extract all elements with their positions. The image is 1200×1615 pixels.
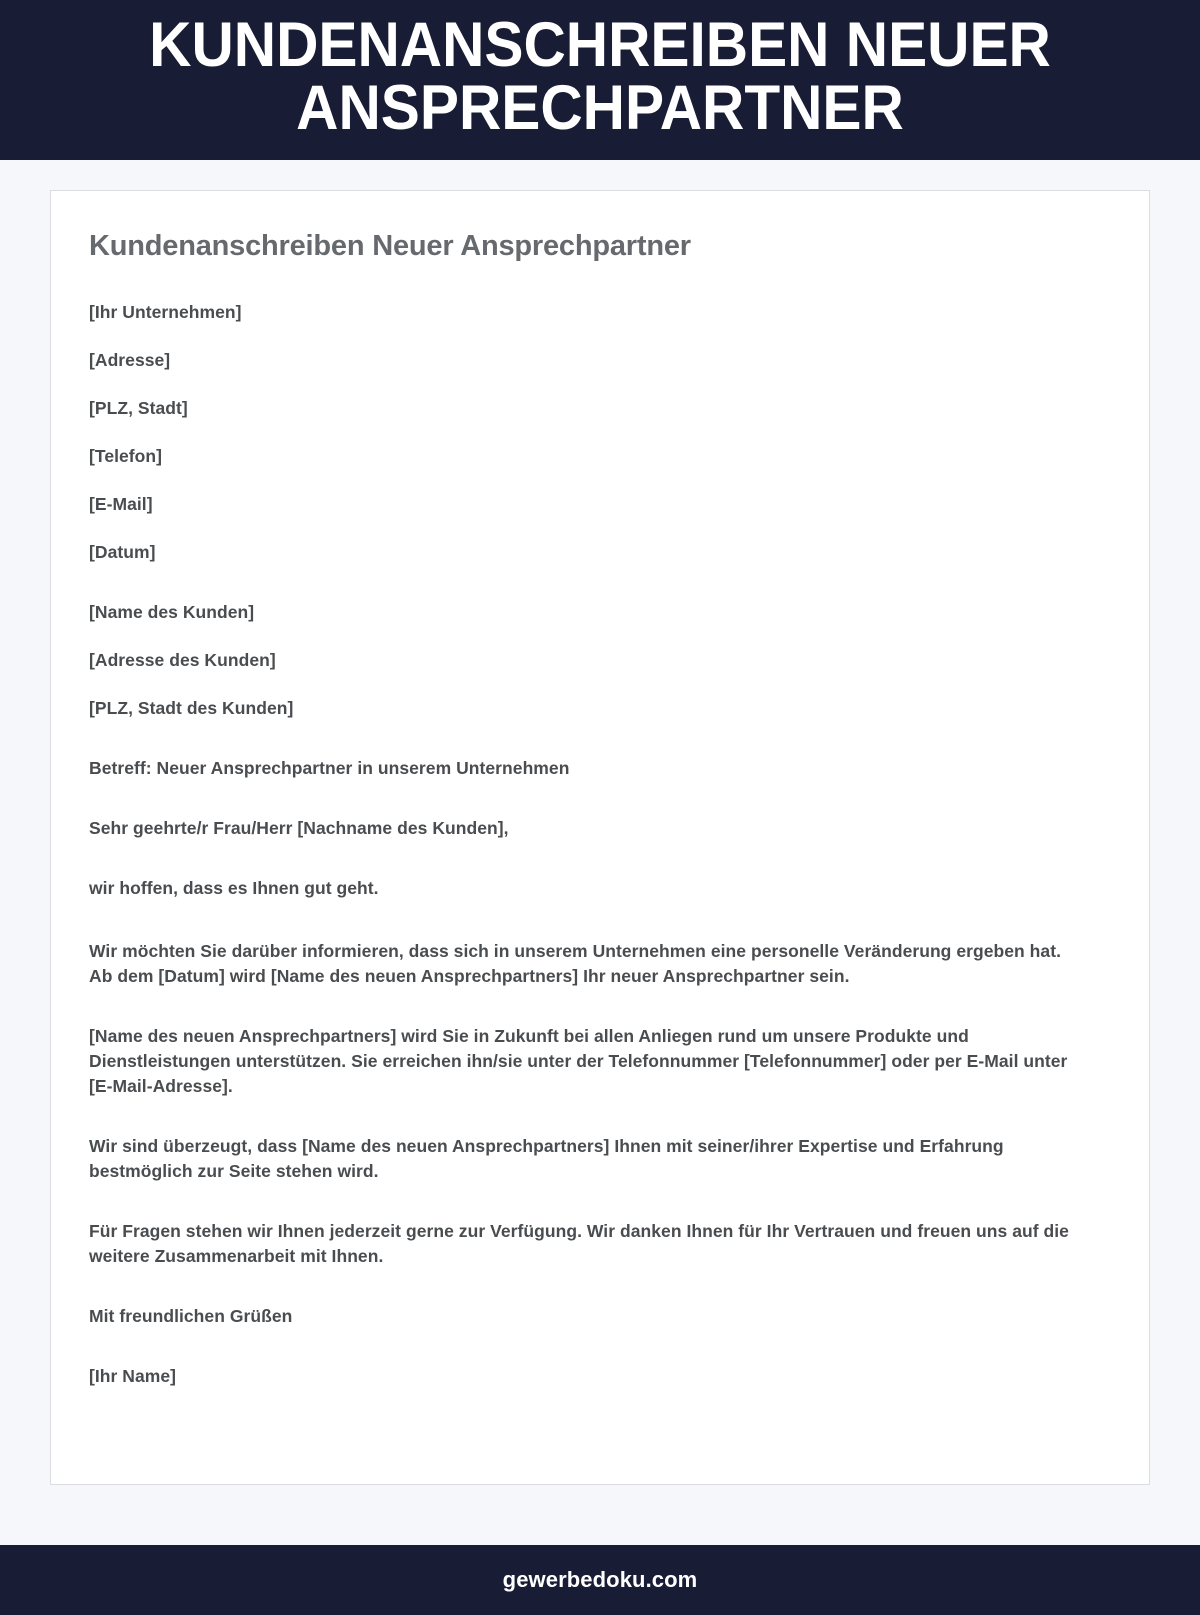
body-paragraph: [Name des neuen Ansprechpartners] wird Sie in Zukunft bei allen Anliegen rund um unsere Produkte und Dienstleistungen unterstützen. Sie erreichen ihn/sie unter der Telefonnummer [Telefonnummer] oder per E-Mail unter [E-Mail-Adresse].: [89, 1025, 1068, 1096]
document-body: [89, 300, 1079, 1389]
page-footer: [0, 1545, 1200, 1615]
signature-line: [Ihr Name]: [89, 1365, 177, 1386]
body-paragraph: Wir möchten Sie darüber informieren, dass sich in unserem Unternehmen eine personelle Veränderung ergeben hat. Ab dem [Datum] wird [Name des neuen Ansprechpartners] Ihr neuer Ansprechpartner sein.: [89, 940, 1061, 986]
closing-line: Mit freundlichen Grüßen: [89, 1305, 293, 1326]
sender-address-block: [89, 300, 1079, 564]
sender-line: [E-Mail]: [89, 493, 153, 514]
subject-line: Betreff: Neuer Ansprechpartner in unserem Unternehmen: [89, 757, 570, 778]
sender-line: [PLZ, Stadt]: [89, 397, 188, 418]
spacer: [89, 924, 1079, 939]
document-card: [50, 190, 1150, 1485]
salutation-line: Sehr geehrte/r Frau/Herr [Nachname des Kunden],: [89, 817, 509, 838]
document-title: Kundenanschreiben Neuer Ansprechpartner: [89, 230, 691, 262]
sender-line: [Adresse]: [89, 349, 171, 370]
sender-line: [Telefon]: [89, 445, 163, 466]
opening-line: wir hoffen, dass es Ihnen gut geht.: [89, 877, 379, 898]
banner-title: KUNDENANSCHREIBEN NEUER ANSPRECHPARTNER: [149, 10, 1051, 143]
footer-site-name: gewerbedoku.com: [502, 1566, 698, 1592]
body-paragraph: Für Fragen stehen wir Ihnen jederzeit gerne zur Verfügung. Wir danken Ihnen für Ihr Vertrauen und freuen uns auf die weitere Zusammenarbeit mit Ihnen.: [89, 1220, 1069, 1266]
recipient-line: [Name des Kunden]: [89, 601, 255, 622]
sender-line: [Datum]: [89, 541, 156, 562]
recipient-address-block: [89, 600, 1079, 720]
page-banner: [0, 0, 1200, 160]
content-area: [0, 160, 1200, 1545]
sender-line: [Ihr Unternehmen]: [89, 301, 242, 322]
recipient-line: [Adresse des Kunden]: [89, 649, 276, 670]
recipient-line: [PLZ, Stadt des Kunden]: [89, 697, 294, 718]
body-paragraph: Wir sind überzeugt, dass [Name des neuen Ansprechpartners] Ihnen mit seiner/ihrer Expertise und Erfahrung bestmöglich zur Seite stehen wird.: [89, 1135, 1004, 1181]
